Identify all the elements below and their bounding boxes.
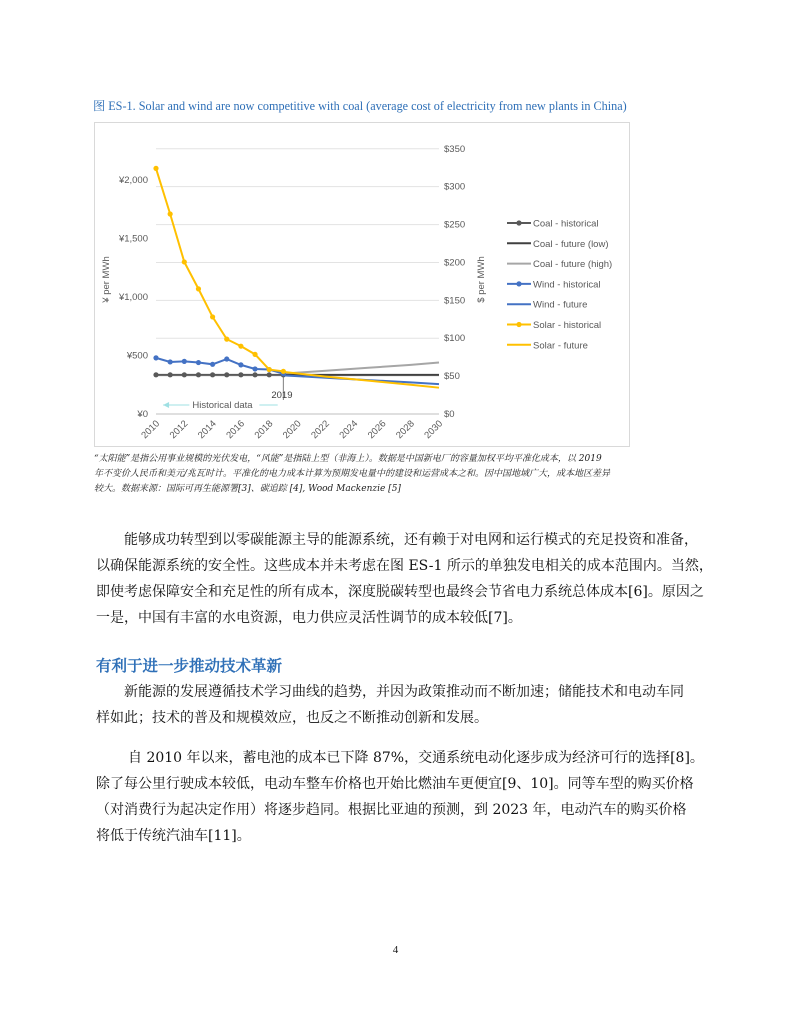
data-point (182, 372, 187, 377)
legend-label: Wind - future (533, 299, 588, 311)
x-tick-label: 2028 (394, 418, 417, 442)
right-tick-label: $200 (444, 257, 466, 269)
left-axis-title: ¥ per MWh (101, 256, 112, 303)
figure-title: 图 ES-1. Solar and wind are now competitive with coal (average cost of electricity from new plants in China) (93, 99, 627, 113)
data-point (238, 362, 243, 367)
right-tick-label: $250 (444, 219, 466, 231)
x-tick-label: 2010 (139, 418, 163, 442)
page-number: 4 (392, 944, 399, 956)
right-tick-label: $100 (444, 333, 466, 345)
historical-label: Historical data (192, 400, 253, 411)
right-tick-label: $50 (444, 371, 460, 383)
x-tick-label: 2030 (422, 418, 446, 442)
caption-line: “太阳能”是指公用事业规模的光伏发电，“风能”是指陆上型（非海上）。数据是中国新电厂的容量加权平均平准化成本，以 2019 (94, 454, 602, 464)
data-point (252, 372, 257, 377)
data-point (168, 372, 173, 377)
x-tick-label: 2016 (224, 418, 248, 442)
data-point (153, 372, 158, 377)
legend-label: Solar - historical (533, 320, 602, 331)
series-line (156, 168, 283, 371)
right-tick-label: $0 (444, 409, 455, 420)
text-line: 一是，中国有丰富的水电资源，电力供应灵活性调节的成本较低[7]。 (96, 610, 522, 626)
data-point (168, 359, 173, 364)
x-tick-label: 2022 (309, 418, 332, 442)
historical-arrow-head (163, 402, 169, 408)
legend-label: Coal - future (high) (533, 259, 613, 271)
data-point (168, 211, 173, 216)
caption-line: 年不变价人民币和美元/兆瓦时计。平准化的电力成本计算为预期发电量中的建设和运营成本之和。因中国地域广大，成本地区差异 (94, 469, 611, 479)
text-line: 将低于传统汽油车[11]。 (96, 828, 251, 844)
data-point (210, 362, 215, 367)
data-point (252, 366, 257, 371)
left-tick-label: ¥1,500 (118, 233, 148, 245)
data-point (196, 360, 201, 365)
x-tick-label: 2020 (280, 418, 304, 442)
text-line: 以确保能源系统的安全性。这些成本并未考虑在图 ES-1 所示的单独发电相关的成本范围内。当然， (96, 558, 713, 574)
data-point (182, 259, 187, 264)
data-point (252, 352, 257, 357)
legend-label: Coal - historical (533, 218, 599, 230)
data-point (281, 369, 286, 374)
left-tick-label: ¥2,000 (118, 175, 148, 187)
data-point (224, 337, 229, 342)
text-line: 能够成功转型到以零碳能源主导的能源系统，还有赖于对电网和运行模式的充足投资和准备， (124, 532, 698, 548)
section-heading: 有利于进一步推动技术革新 (96, 657, 283, 675)
figure-caption (94, 452, 634, 497)
legend-marker (516, 322, 521, 327)
data-point (238, 372, 243, 377)
text-line: 自 2010 年以来，蓄电池的成本已下降 87%，交通系统电动化逐步成为经济可行的选择[8]。 (128, 750, 704, 766)
data-point (210, 372, 215, 377)
caption-line: 较大。数据来源：国际可再生能源署[3]、碳追踪 [4], Wood Mackenzie [5] (94, 484, 401, 494)
left-tick-label: ¥0 (137, 409, 148, 420)
chart (94, 122, 630, 447)
data-point (267, 367, 272, 372)
left-tick-label: ¥500 (126, 350, 148, 362)
x-tick-label: 2012 (167, 418, 191, 442)
series-line (283, 363, 439, 374)
year-marker-label: 2019 (271, 390, 293, 401)
text-line: 样如此；技术的普及和规模效应，也反之不断推动创新和发展。 (96, 710, 488, 726)
paragraph-1 (96, 527, 726, 631)
legend-label: Wind - historical (533, 279, 601, 291)
data-point (153, 355, 158, 360)
legend-label: Solar - future (533, 340, 588, 352)
x-tick-label: 2014 (195, 418, 219, 442)
legend-marker (516, 220, 521, 225)
text-line: 新能源的发展遵循技术学习曲线的趋势，并因为政策推动而不断加速；储能技术和电动车同 (124, 684, 684, 700)
data-point (224, 372, 229, 377)
x-tick-label: 2026 (365, 418, 389, 442)
chart-svg (95, 123, 631, 448)
data-point (238, 344, 243, 349)
right-tick-label: $300 (444, 181, 466, 193)
data-point (153, 166, 158, 171)
legend-marker (516, 281, 521, 286)
text-line: 除了每公里行驶成本较低，电动车整车价格也开始比燃油车更便宜[9、10]。同等车型的购买价格 (96, 776, 694, 792)
x-tick-label: 2018 (252, 418, 276, 442)
data-point (210, 314, 215, 319)
data-point (196, 372, 201, 377)
left-tick-label: ¥1,000 (118, 292, 148, 304)
data-point (182, 359, 187, 364)
legend-label: Coal - future (low) (533, 238, 609, 250)
data-point (267, 372, 272, 377)
text-line: （对消费行为起决定作用）将逐步趋同。根据比亚迪的预测，到 2023 年，电动汽车的购买价格 (96, 802, 687, 818)
right-tick-label: $150 (444, 295, 466, 307)
x-tick-label: 2024 (337, 418, 361, 442)
paragraph-2 (96, 679, 726, 731)
text-line: 即使考虑保障安全和充足性的所有成本，深度脱碳转型也最终会节省电力系统总体成本[6]。原因之 (96, 584, 704, 600)
right-axis-title: $ per MWh (476, 256, 487, 303)
data-point (224, 356, 229, 361)
series-line (156, 358, 283, 374)
data-point (196, 286, 201, 291)
right-tick-label: $350 (444, 143, 466, 155)
paragraph-3 (96, 745, 726, 849)
